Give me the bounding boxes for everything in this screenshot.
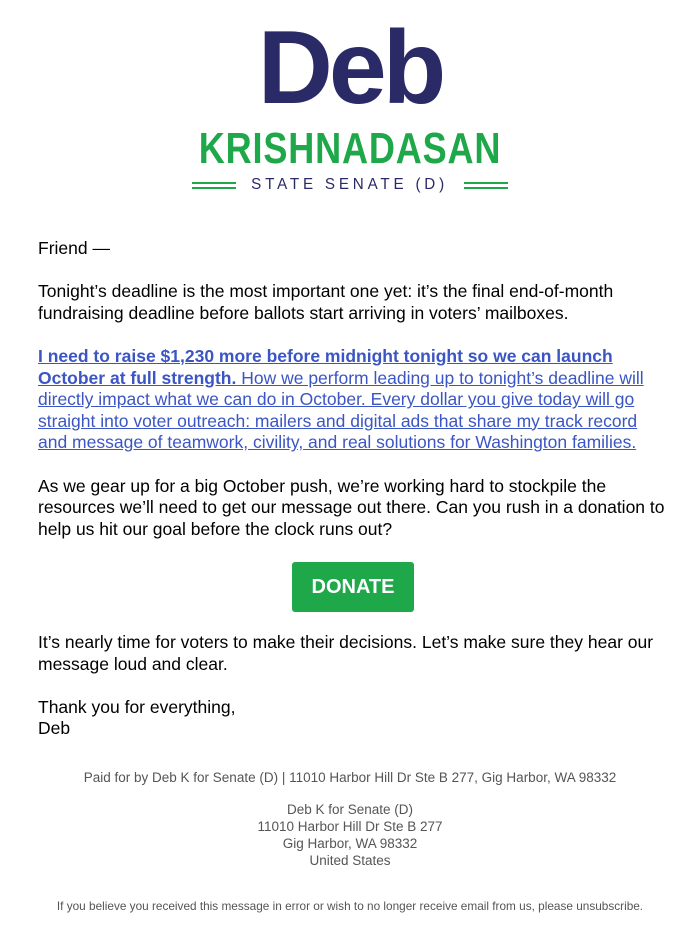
address-line: Gig Harbor, WA 98332 (282, 836, 418, 851)
donation-link-bold: I need to raise $1,230 more before midnight tonight so we can launch October at full strength. (38, 345, 613, 388)
donate-button[interactable]: DONATE (292, 562, 414, 612)
unsubscribe-notice (0, 899, 700, 913)
signature: Deb (38, 718, 71, 739)
donate-wrap (38, 562, 668, 612)
address-line: United States (309, 853, 391, 868)
email-body (38, 238, 668, 761)
logo-name: Deb (257, 10, 443, 126)
paragraph-voters: It’s nearly time for voters to make their decisions. Let’s make sure they hear our message loud and clear. (38, 631, 654, 674)
logo-rule-right (464, 182, 508, 189)
logo-office: STATE SENATE (D) (251, 176, 449, 193)
logo-surname: KRISHNADASAN (198, 124, 502, 173)
donation-link-rest: How we perform leading up to tonight’s deadline will directly impact what we can do in October. Every dollar you give today will go straight into voter outreach: mailers and digital ads that share my track record and message of teamwork, civility, and real solutions for Washington families. (38, 367, 644, 453)
address-line: Deb K for Senate (D) (286, 802, 414, 817)
logo-rule-left (192, 182, 236, 189)
donation-link[interactable] (38, 346, 644, 452)
paid-for-disclaimer: Paid for by Deb K for Senate (D) | 11010 Harbor Hill Dr Ste B 277, Gig Harbor, WA 98332 (83, 770, 617, 785)
logo-office-row (0, 176, 700, 194)
paragraph-donation-link (38, 346, 668, 454)
mailing-address (0, 801, 700, 869)
closing: Thank you for everything, (38, 696, 236, 717)
paragraph-october-push: As we gear up for a big October push, we’re working hard to stockpile the resources we’ll need to get our message out there. Can you rush in a donation to help us hit our goal before the clock runs out? (38, 475, 665, 539)
campaign-logo (0, 10, 700, 194)
address-line: 11010 Harbor Hill Dr Ste B 277 (257, 819, 443, 834)
paragraph-deadline: Tonight’s deadline is the most important one yet: it’s the final end-of-month fundraising deadline before ballots start arriving in voters’ mailboxes. (38, 281, 614, 323)
unsubscribe-link[interactable]: If you believe you received this message in error or wish to no longer receive email from us, please unsubscribe. (56, 899, 644, 913)
greeting: Friend — (38, 238, 110, 258)
